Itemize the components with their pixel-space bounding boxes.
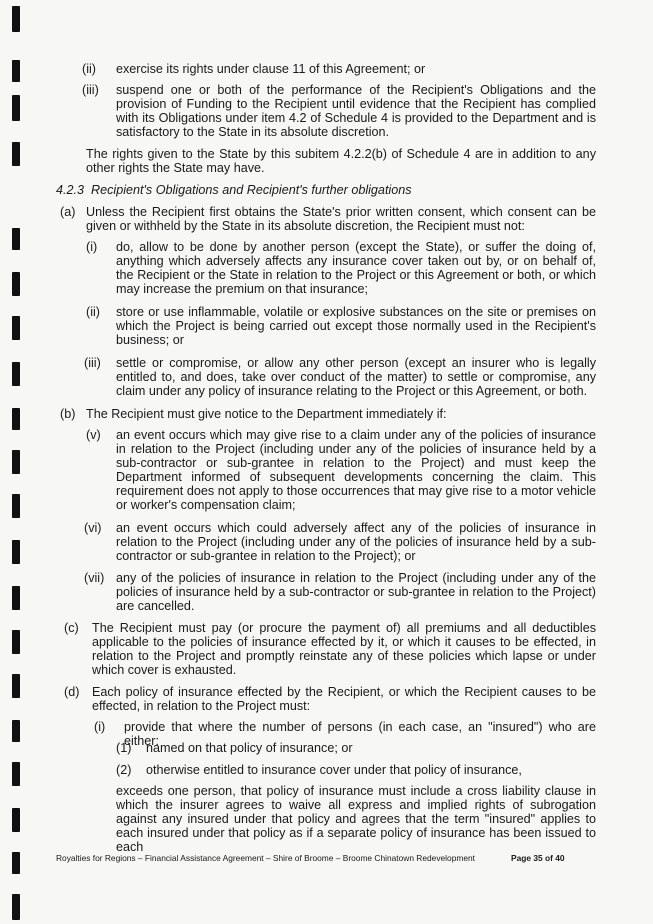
item-label: (v)	[86, 428, 101, 442]
item-label: (ii)	[82, 62, 96, 76]
clause-b-label: (b)	[60, 407, 76, 421]
item-label: (i)	[86, 240, 98, 254]
sub-item-label: (2)	[116, 763, 132, 777]
clause-d-text: Each policy of insurance effected by the Recipient, or which the Recipient causes to be effected, in relation to the Project must:	[92, 685, 596, 713]
clause-a-text: Unless the Recipient first obtains the State's prior written consent, which consent can be given or withheld by the State in its absolute discretion, the Recipient must not:	[86, 205, 596, 233]
item-label: (iii)	[82, 83, 99, 97]
clause-b-text: The Recipient must give notice to the Department immediately if:	[86, 407, 447, 421]
footer-title: Royalties for Regions – Financial Assistance Agreement – Shire of Broome – Broome Chinatown Redevelopment	[56, 853, 475, 863]
item-text: provide that where the number of persons (in each case, an "insured") who are either:	[124, 720, 596, 748]
section-heading: 4.2.3 Recipient's Obligations and Recipient's further obligations	[56, 183, 412, 197]
item-text: an event occurs which could adversely affect any of the policies of insurance in relation to the Project (including under any of the policies of insurance held by a sub-contractor or sub-grantee in relation to the Project); or	[116, 521, 596, 563]
item-label: (iii)	[84, 356, 101, 370]
item-text: store or use inflammable, volatile or explosive substances on the site or premises on which the Project is being carried out except those normally used in the Recipient's business; or	[116, 305, 596, 347]
clause-c-text: The Recipient must pay (or procure the payment of) all premiums and all deductibles applicable to the policies of insurance effected by it, or which it causes to be effected, in relation to the Project and promptly reinstate any of these policies which lapse or under which cover is exhausted.	[92, 621, 596, 677]
item-text: settle or compromise, or allow any other person (except an insurer who is legally entitled to, and does, take over conduct of the matter) to settle or compromise, any claim under any policy of insurance relating to the Project or this Agreement, or both.	[116, 356, 596, 398]
continuation-text: exceeds one person, that policy of insurance must include a cross liability clause in which the insurer agrees to waive all express and implied rights of subrogation against any insured under that policy and agrees that the term "insured" applies to each insured under that policy as if a separate policy of insurance has been issued to each	[116, 784, 596, 854]
item-text: an event occurs which may give rise to a claim under any of the policies of insurance in relation to the Project (including under any of the policies of insurance held by a sub-contractor or sub-grantee in relation to the Project) and must keep the Department informed of subsequent developments concerning the claim. This requirement does not apply to those occurrences that may give rise to a motor vehicle or worker's compensation claim;	[116, 428, 596, 512]
sub-item-text: otherwise entitled to insurance cover under that policy of insurance,	[146, 763, 522, 777]
clause-c-label: (c)	[64, 621, 79, 635]
rights-paragraph: The rights given to the State by this subitem 4.2.2(b) of Schedule 4 are in addition to any other rights the State may have.	[86, 147, 596, 175]
item-text: exercise its rights under clause 11 of this Agreement; or	[116, 62, 426, 76]
clause-a-label: (a)	[60, 205, 76, 219]
sub-item-text: named on that policy of insurance; or	[146, 741, 353, 755]
clause-d-label: (d)	[64, 685, 80, 699]
item-text: suspend one or both of the performance of the Recipient's Obligations and the provision of Funding to the Recipient until evidence that the Recipient has complied with its Obligations under item 4.2 of Schedule 4 is provided to the Department and is satisfactory to the State in its absolute discretion.	[116, 83, 596, 139]
item-label: (vi)	[84, 521, 102, 535]
item-label: (i)	[94, 720, 106, 734]
item-text: any of the policies of insurance in relation to the Project (including under any of the policies of insurance held by a sub-contractor or sub-grantee in relation to the Project) are cancelled.	[116, 571, 596, 613]
page-number: Page 35 of 40	[511, 853, 565, 863]
item-label: (ii)	[86, 305, 100, 319]
item-label: (vii)	[84, 571, 105, 585]
item-text: do, allow to be done by another person (except the State), or suffer the doing of, anything which adversely affects any insurance cover taken out by, or on behalf of, the Recipient or the State in relation to the Project or this Agreement or both, or which may increase the premium on that insurance;	[116, 240, 596, 296]
sub-item-label: (1)	[116, 741, 132, 755]
